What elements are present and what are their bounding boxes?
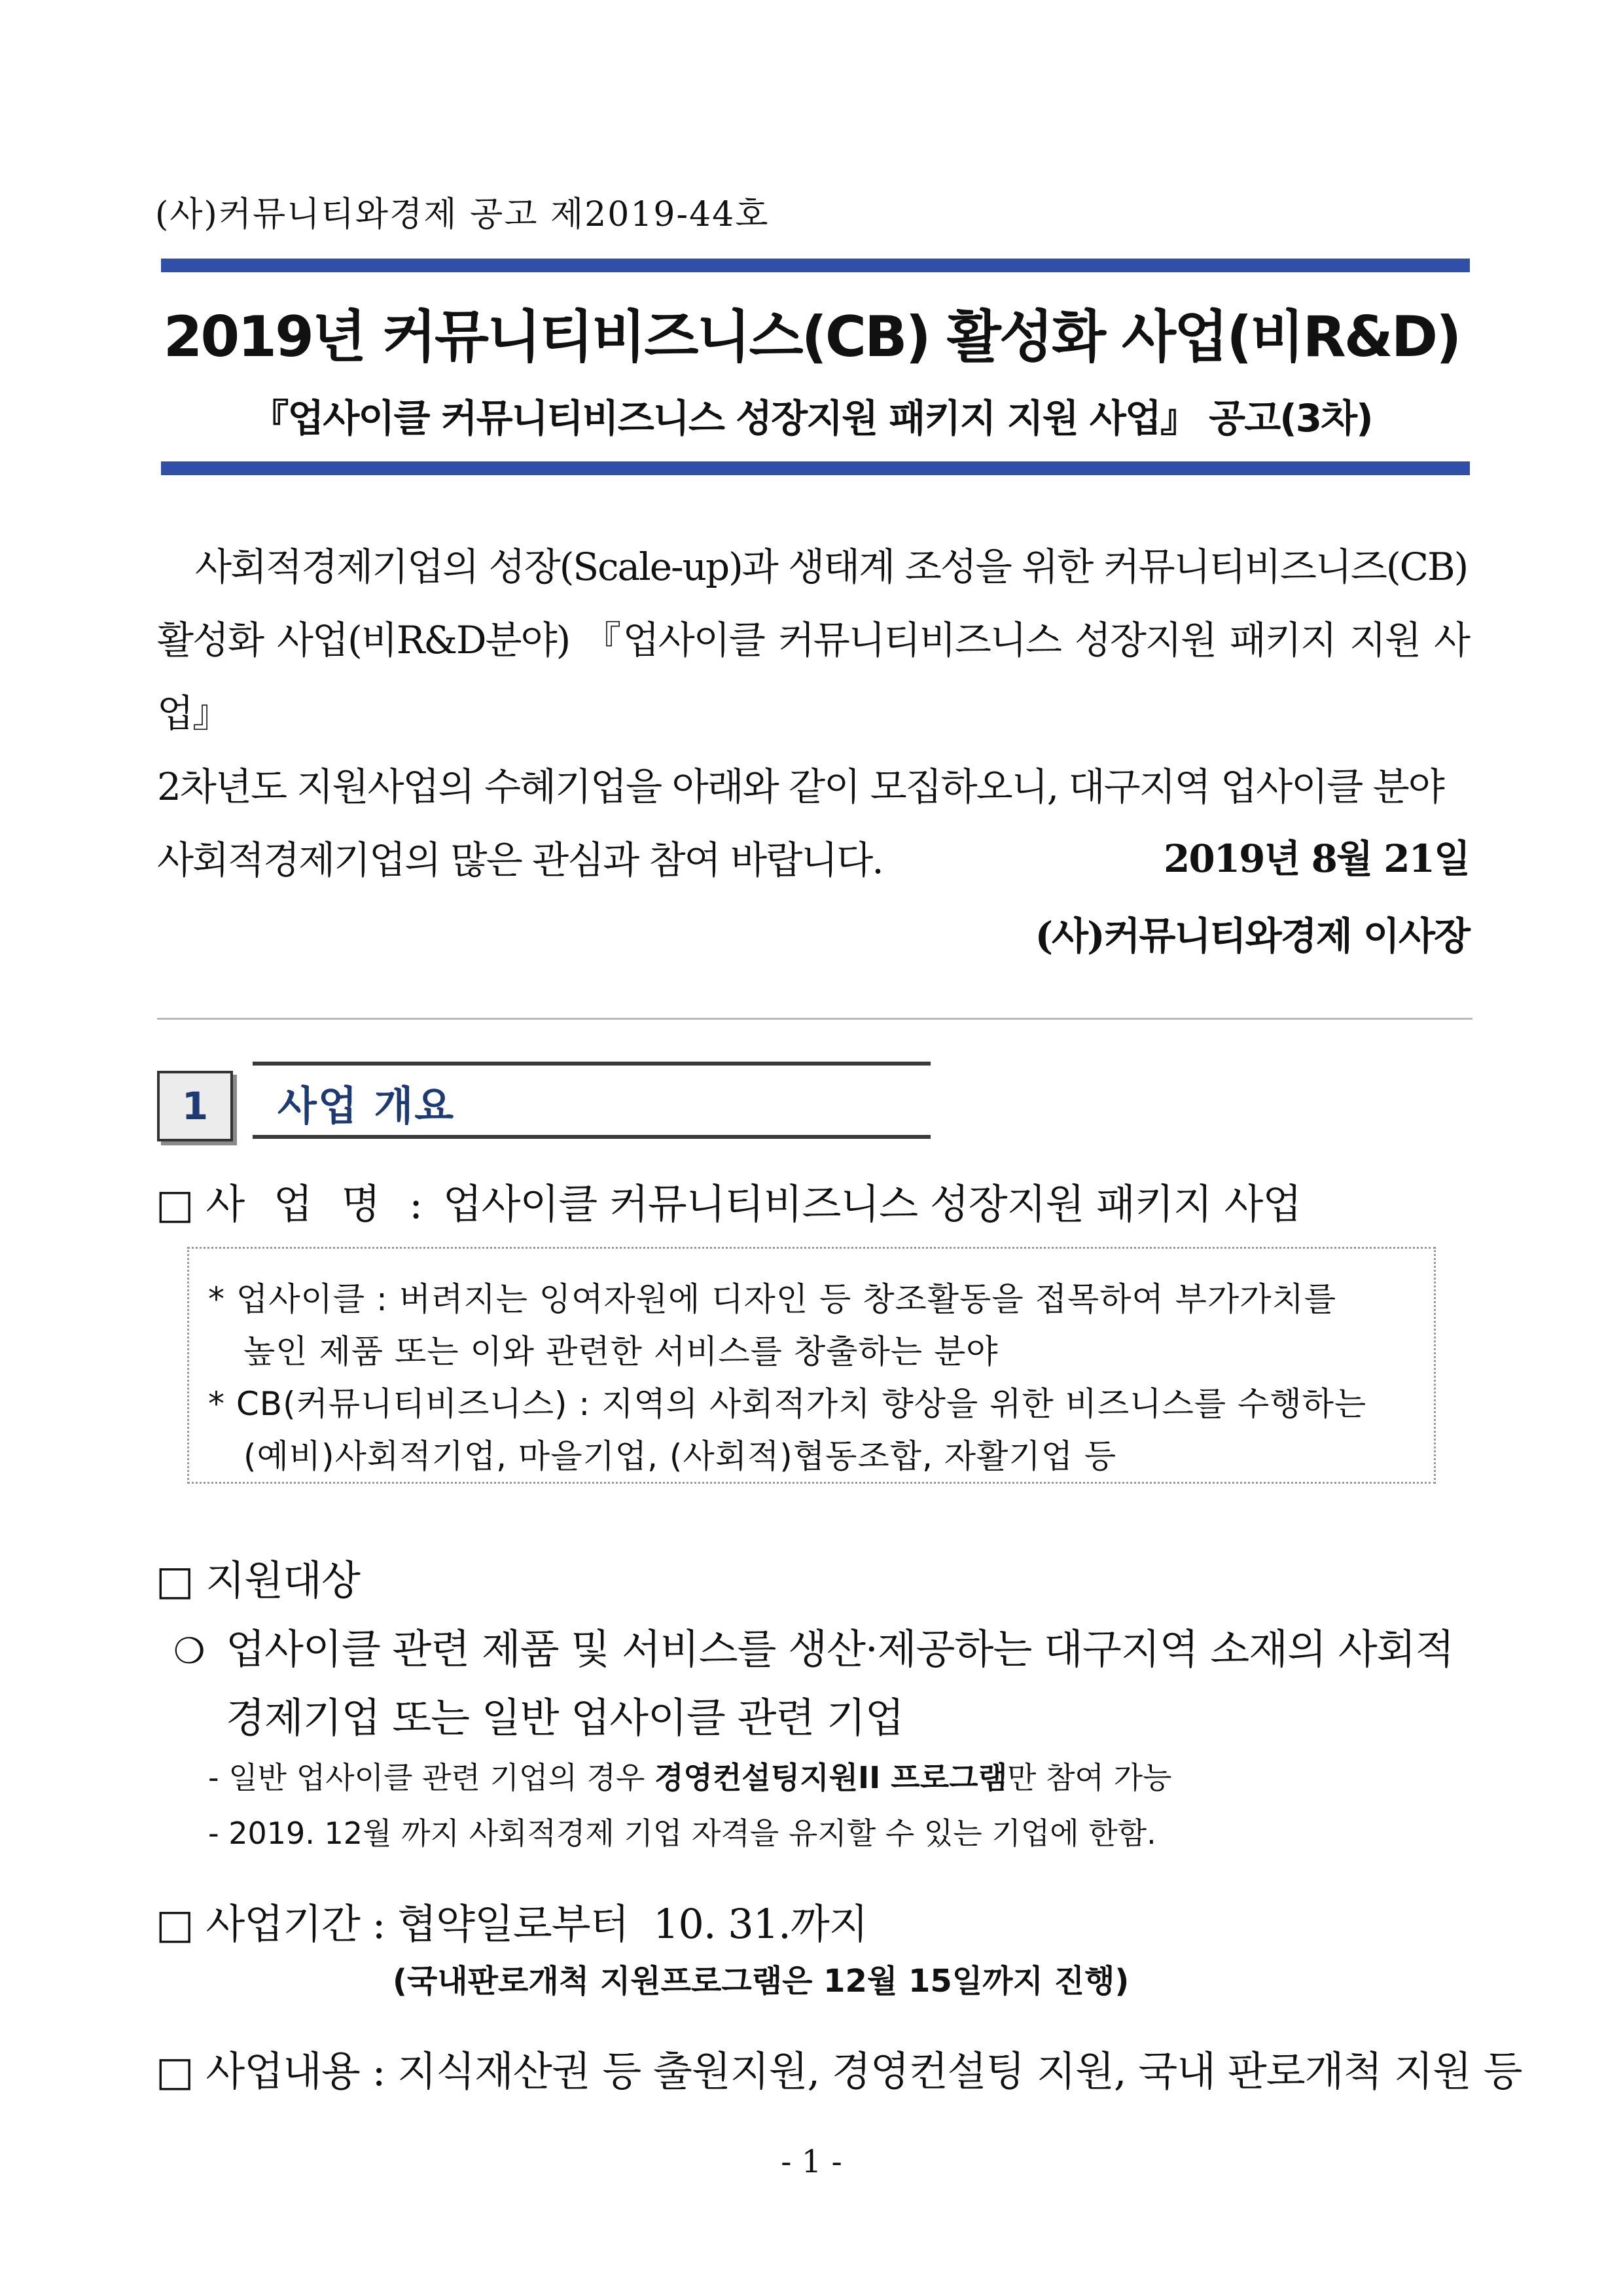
checkbox-icon: □ <box>156 1556 194 1604</box>
business-name-value: 업사이클 커뮤니티비즈니스 성장지원 패키지 사업 <box>442 1180 1302 1228</box>
target-row <box>156 1548 360 1606</box>
document-subtitle: 『업사이클 커뮤니티비즈니스 성장지원 패키지 지원 사업』 공고(3차) <box>251 396 1372 440</box>
section-title-top-rule <box>253 1062 931 1066</box>
page-number: - 1 - <box>781 2144 842 2180</box>
document-title: 2019년 커뮤니티비즈니스(CB) 활성화 사업(비R&D) <box>163 304 1460 370</box>
target-label: 지원대상 <box>205 1556 360 1604</box>
target-description-2: 경제기업 또는 일반 업사이클 관련 기업 <box>226 1694 904 1742</box>
content-value: 지식재산권 등 출원지원, 경영컨설팅 지원, 국내 판로개척 지원 등 <box>397 2047 1522 2095</box>
period-label: 사업기간 : <box>205 1900 385 1948</box>
intro-line-3: 2차년도 지원사업의 수혜기업을 아래와 같이 모집하오니, 대구지역 업사이클 분야 <box>157 764 1444 809</box>
period-value: 협약일로부터 10. 31.까지 <box>397 1900 868 1948</box>
intro-line-1: 사회적경제기업의 성장(Scale-up)과 생태계 조성을 위한 커뮤니티비즈니즈(CB) <box>195 545 1468 589</box>
title-top-rule <box>161 259 1470 272</box>
issuer: (사)커뮤니티와경제 이사장 <box>1035 914 1469 958</box>
period-note: (국내판로개척 지원프로그램은 12월 15일까지 진행) <box>393 1963 1130 2000</box>
notice-date: 2019년 8월 21일 <box>1164 836 1469 881</box>
section-title-bottom-rule <box>253 1135 931 1139</box>
divider <box>157 1018 1472 1020</box>
note-line-2: 높인 제품 또는 이와 관련한 서비스를 창출하는 분야 <box>243 1333 999 1371</box>
notice-number: (사)커뮤니티와경제 공고 제2019-44호 <box>155 195 770 234</box>
intro-line-4: 사회적경제기업의 많은 관심과 참여 바랍니다. <box>157 838 883 882</box>
content-label: 사업내용 : <box>205 2047 385 2095</box>
business-name-row <box>156 1172 1301 1230</box>
intro-line-2: 활성화 사업(비R&D분야) 『업사이클 커뮤니티비즈니스 성장지원 패키지 지원 사업』 <box>157 618 1469 736</box>
target-description-1: ❍ 업사이클 관련 제품 및 서비스를 생산·제공하는 대구지역 소재의 사회적 <box>173 1625 1454 1673</box>
period-row <box>156 1892 868 1950</box>
circle-bullet-icon: ❍ <box>173 1630 205 1672</box>
note-line-1: * 업사이클 : 버려지는 잉여자원에 디자인 등 창조활동을 접목하여 부가가치를 <box>208 1280 1337 1318</box>
content-row <box>156 2039 1522 2097</box>
section-title: 사업 개요 <box>277 1082 455 1130</box>
business-name-label: 사 업 명 : <box>205 1180 431 1228</box>
target-note-1: - 일반 업사이클 관련 기업의 경우 경영컨설팅지원II 프로그램만 참여 가능 <box>208 1760 1172 1795</box>
checkbox-icon: □ <box>156 1900 194 1948</box>
note-line-3: * CB(커뮤니티비즈니스) : 지역의 사회적가치 향상을 위한 비즈니스를 수행하는 <box>208 1385 1367 1423</box>
title-bottom-rule <box>161 461 1470 475</box>
checkbox-icon: □ <box>156 2047 194 2095</box>
target-note-2: - 2019. 12월 까지 사회적경제 기업 자격을 유지할 수 있는 기업에 한함. <box>208 1816 1156 1851</box>
checkbox-icon: □ <box>156 1180 194 1228</box>
section-number: 1 <box>157 1071 233 1141</box>
note-line-4: (예비)사회적기업, 마을기업, (사회적)협동조합, 자활기업 등 <box>243 1437 1117 1475</box>
